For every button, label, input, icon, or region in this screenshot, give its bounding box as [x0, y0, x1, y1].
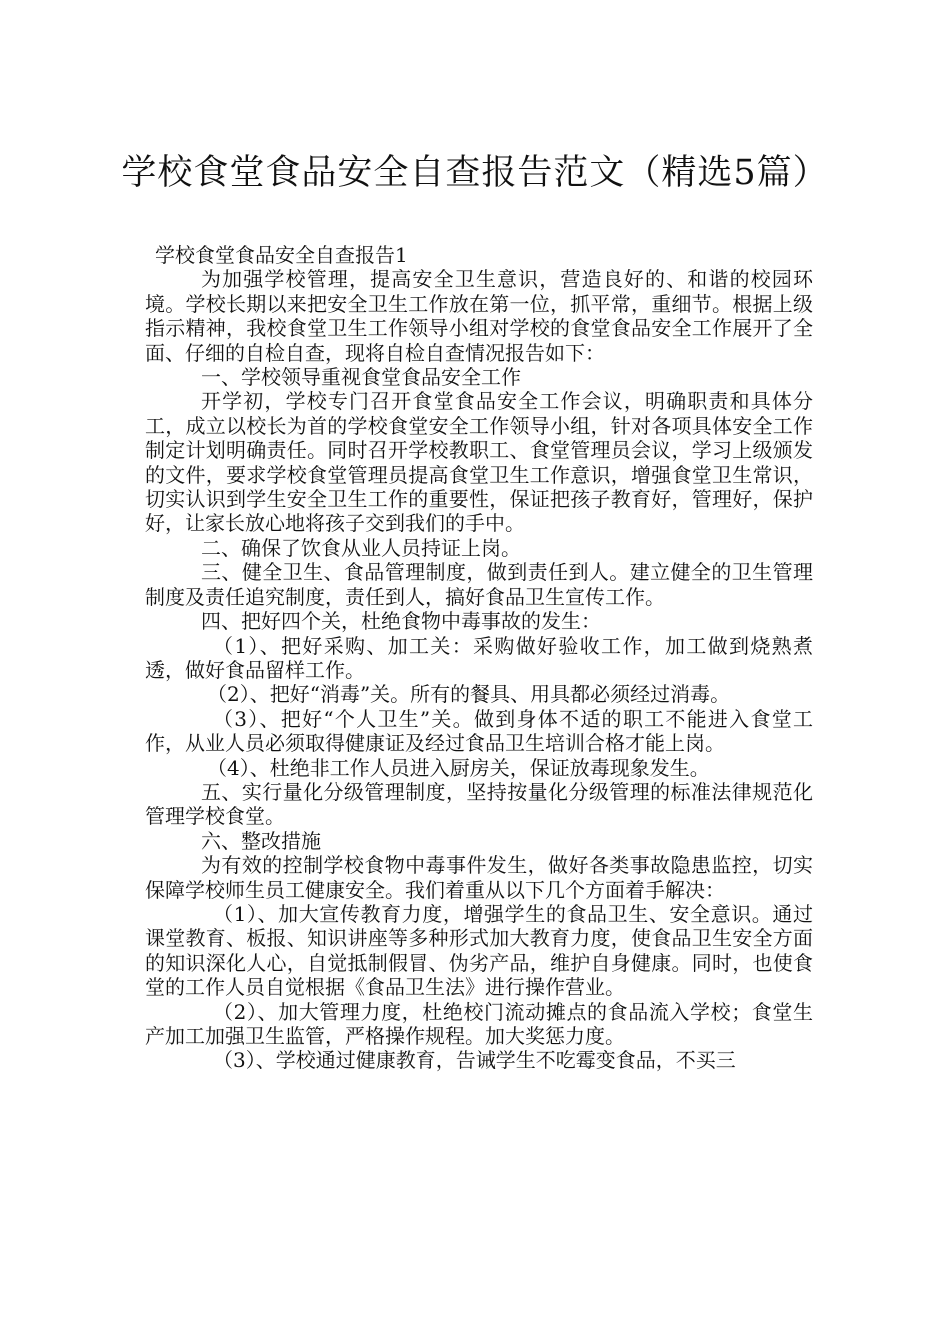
- heading-item-4: 四、把好四个关，杜绝食物中毒事故的发生：: [201, 609, 601, 634]
- document-title: 学校食堂食品安全自查报告范文（精选5篇）: [121, 153, 829, 194]
- heading-item-1: 一、学校领导重视食堂食品安全工作: [201, 365, 521, 390]
- subitem-6-2: （2）、加大管理力度，杜绝校门流动摊点的食品流入学校；食堂生产加工加强卫生监管，严格操作规程。加大奖惩力度。: [145, 999, 813, 1048]
- subitem-4-2: （2）、把好“消毒”关。所有的餐具、用具都必须经过消毒。: [207, 682, 731, 707]
- heading-item-2: 二、确保了饮食从业人员持证上岗。: [201, 535, 521, 560]
- paragraph-item-3: 三、健全卫生、食品管理制度，做到责任到人。建立健全的卫生管理制度及责任追究制度，责任到人，搞好食品卫生宣传工作。: [145, 560, 813, 609]
- subitem-6-1: （1）、加大宣传教育力度，增强学生的食品卫生、安全意识。通过课堂教育、板报、知识讲座等多种形式加大教育力度，使食品卫生安全方面的知识深化人心，自觉抵制假冒、伪劣产品，维护自身健康。同时，也使食堂的工作人员自觉根据《食品卫生法》进行操作营业。: [145, 901, 813, 1000]
- section-heading: 学校食堂食品安全自查报告1: [155, 243, 408, 267]
- paragraph-item-5: 五、实行量化分级管理制度，坚持按量化分级管理的标准法律规范化管理学校食堂。: [145, 779, 813, 829]
- subitem-4-1: （1）、把好采购、加工关：采购做好验收工作，加工做到烧熟煮透，做好食品留样工作。: [145, 633, 813, 682]
- paragraph-item-1: 开学初，学校专门召开食堂食品安全工作会议，明确职责和具体分工，成立以校长为首的学校食堂安全工作领导小组，针对各项具体安全工作制定计划明确责任。同时召开学校教职工、食堂管理员会议，学习上级颁发的文件，要求学校食堂管理员提高食堂卫生工作意识，增强食堂卫生常识，切实认识到学生安全卫生工作的重要性，保证把孩子教育好，管理好，保护好，让家长放心地将孩子交到我们的手中。: [145, 389, 813, 536]
- subitem-6-3: （3）、学校通过健康教育，告诫学生不吃霉变食品，不买三: [213, 1048, 736, 1073]
- document-body: [145, 243, 813, 1073]
- heading-item-6: 六、整改措施: [201, 828, 321, 853]
- paragraph-intro: 为加强学校管理，提高安全卫生意识，营造良好的、和谐的校园环境。学校长期以来把安全卫生工作放在第一位，抓平常，重细节。根据上级指示精神，我校食堂卫生工作领导小组对学校的食堂食品安全工作展开了全面、仔细的自检自查，现将自检自查情况报告如下：: [145, 267, 813, 365]
- subitem-4-4: （4）、杜绝非工作人员进入厨房关，保证放毒现象发生。: [207, 755, 710, 780]
- paragraph-item-6: 为有效的控制学校食物中毒事件发生，做好各类事故隐患监控，切实保障学校师生员工健康安全。我们着重从以下几个方面着手解决：: [145, 853, 813, 902]
- subitem-4-3: （3）、把好“个人卫生”关。做到身体不适的职工不能进入食堂工作，从业人员必须取得健康证及经过食品卫生培训合格才能上岗。: [145, 706, 813, 756]
